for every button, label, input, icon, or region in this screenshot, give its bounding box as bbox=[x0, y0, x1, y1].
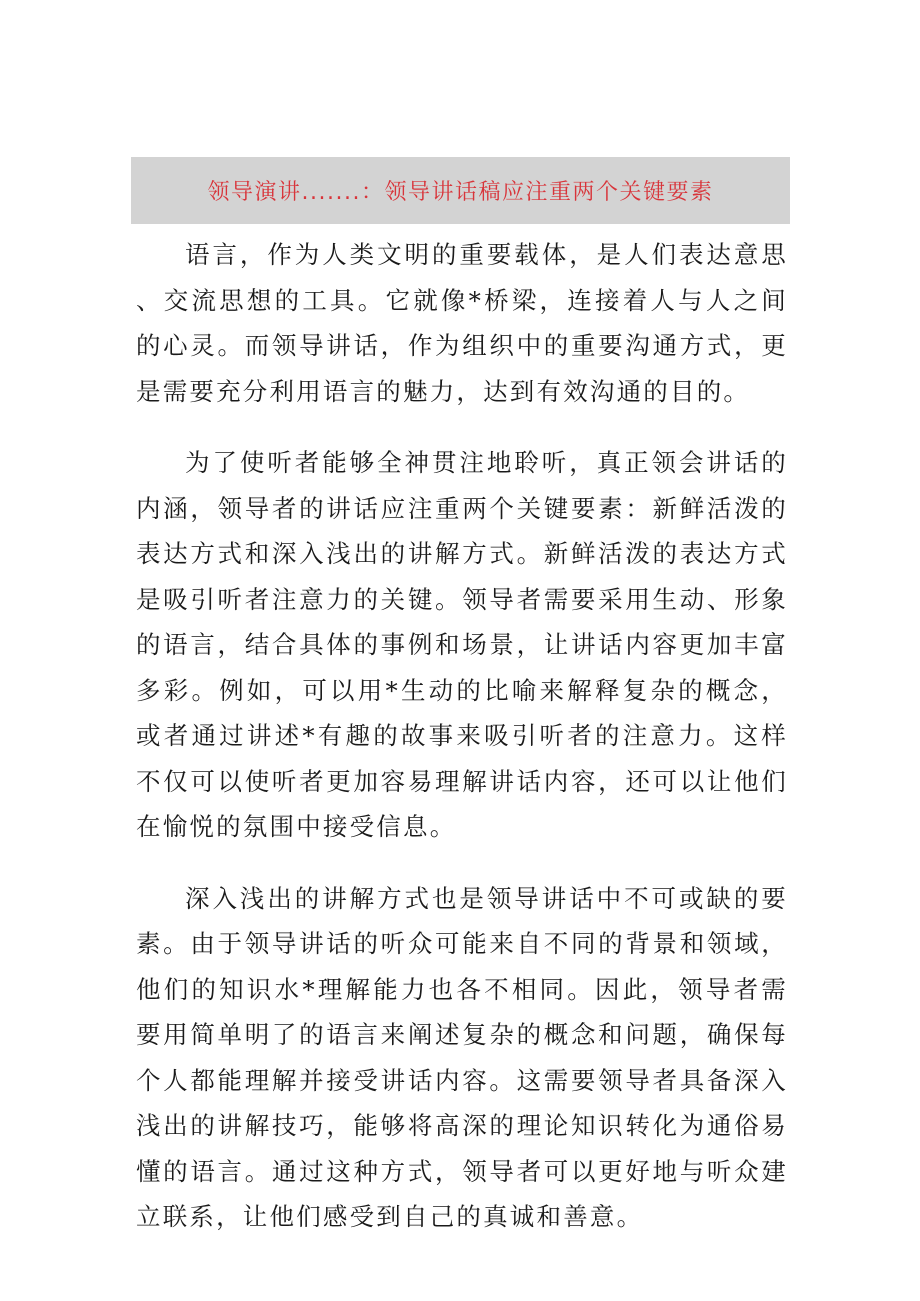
document-body bbox=[136, 232, 788, 1266]
title-banner bbox=[131, 157, 790, 224]
paragraph-2: 为了使听者能够全神贯注地聆听，真正领会讲话的内涵，领导者的讲话应注重两个关键要素：新鲜活泼的表达方式和深入浅出的讲解方式。新鲜活泼的表达方式是吸引听者注意力的关键。领导者需要采用生动、形象的语言，结合具体的事例和场景，让讲话内容更加丰富多彩。例如，可以用*生动的比喻来解释复杂的概念，或者通过讲述*有趣的故事来吸引听者的注意力。这样不仅可以使听者更加容易理解讲话内容，还可以让他们在愉悦的氛围中接受信息。 bbox=[136, 448, 788, 841]
document-title: 领导演讲.......：领导讲话稿应注重两个关键要素 bbox=[207, 180, 714, 205]
paragraph-1: 语言，作为人类文明的重要载体，是人们表达意思、交流思想的工具。它就像*桥梁，连接着人与人之间的心灵。而领导讲话，作为组织中的重要沟通方式，更是需要充分利用语言的魅力，达到有效沟通的目的。 bbox=[136, 240, 788, 406]
paragraph-3: 深入浅出的讲解方式也是领导讲话中不可或缺的要素。由于领导讲话的听众可能来自不同的背景和领域，他们的知识水*理解能力也各不相同。因此，领导者需要用简单明了的语言来阐述复杂的概念和问题，确保每个人都能理解并接受讲话内容。这需要领导者具备深入浅出的讲解技巧，能够将高深的理论知识转化为通俗易懂的语言。通过这种方式，领导者可以更好地与听众建立联系，让他们感受到自己的真诚和善意。 bbox=[136, 883, 788, 1231]
